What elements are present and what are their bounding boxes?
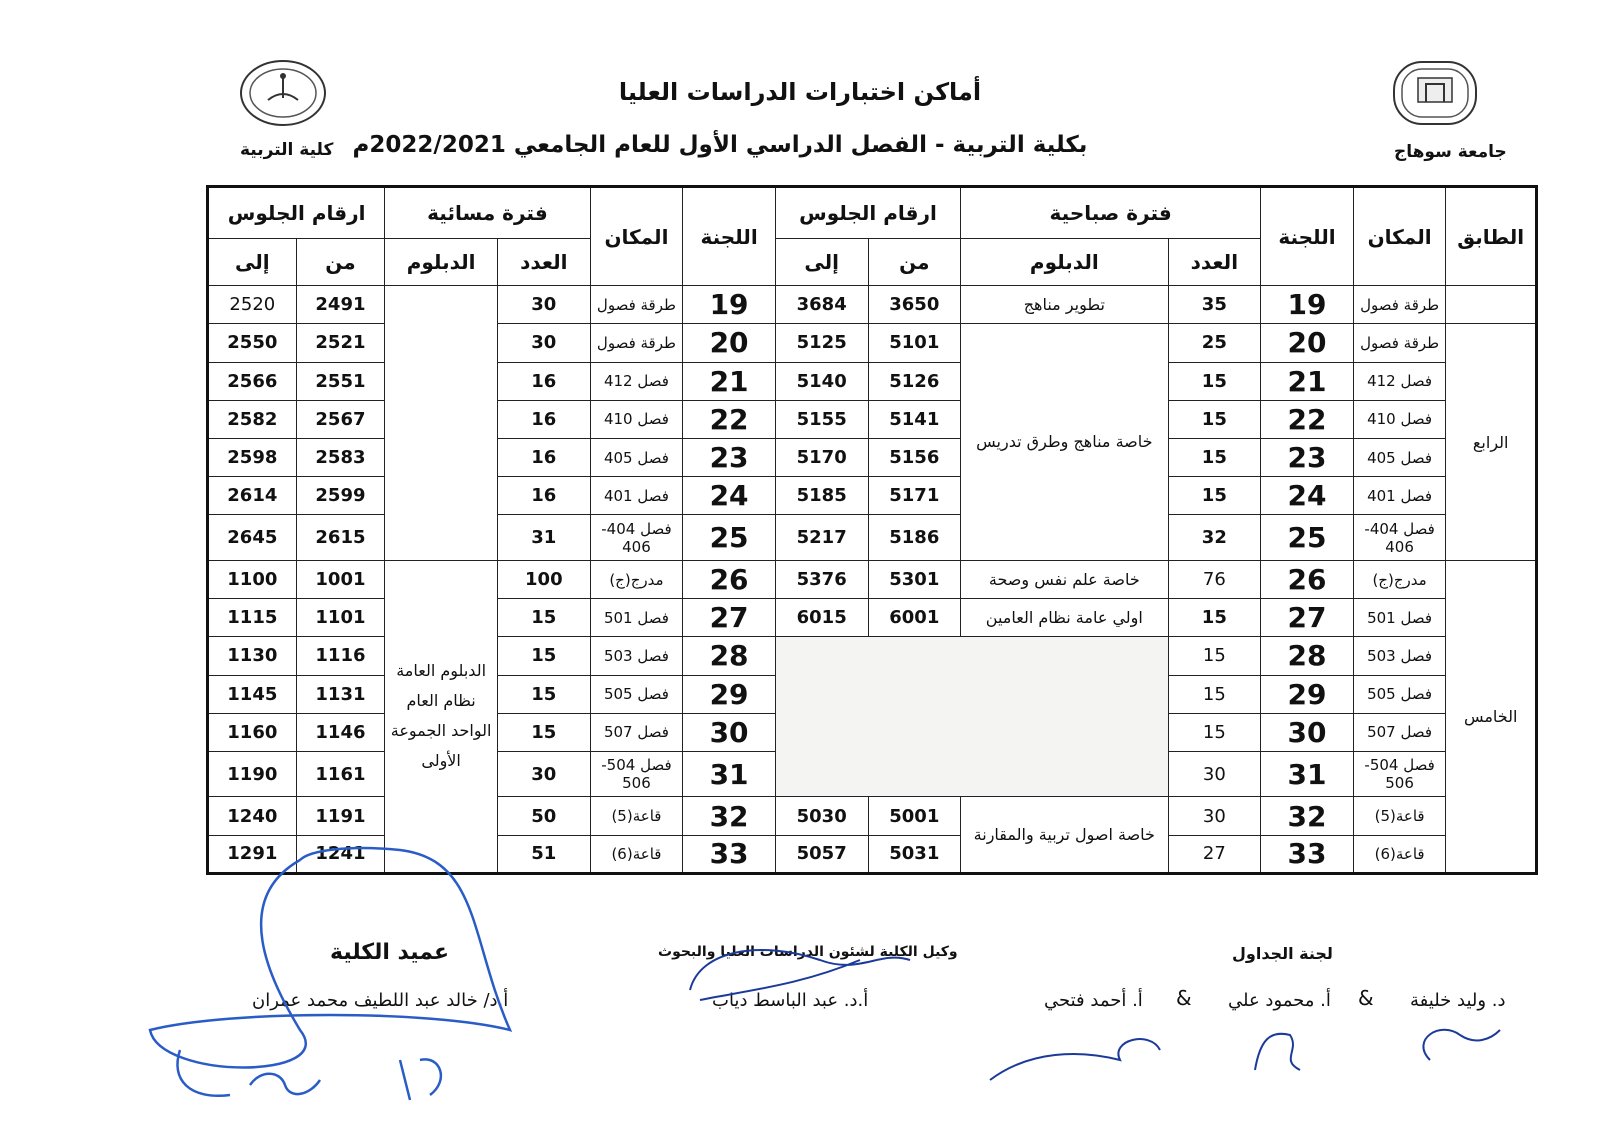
evening-committee: 29 <box>683 675 776 713</box>
morning-place: طرقة فصول <box>1353 286 1446 324</box>
morning-diploma: اولي عامة نظام العامين <box>961 599 1168 637</box>
morning-place: فصل 412 <box>1353 362 1446 400</box>
morning-count: 15 <box>1168 400 1261 438</box>
faculty-caption: كلية التربية <box>240 140 334 160</box>
header-morning-to: إلى <box>775 238 868 286</box>
evening-diploma: الدبلوم العامة نظام العام الواحد الجموعة الأولى <box>385 560 498 873</box>
evening-committee: 22 <box>683 400 776 438</box>
evening-place: فصل 410 <box>590 400 683 438</box>
evening-from: 1146 <box>296 713 385 751</box>
morning-committee: 33 <box>1261 835 1354 873</box>
evening-from: 1001 <box>296 560 385 598</box>
morning-from: 5001 <box>868 797 961 835</box>
header-morning-seats: ارقام الجلوس <box>775 187 960 239</box>
header-morning-count: العدد <box>1168 238 1261 286</box>
header-evening-period: فترة مسائية <box>385 187 590 239</box>
header-morning-committee: اللجنة <box>1261 187 1354 286</box>
evening-to: 1160 <box>208 713 297 751</box>
header-floor: الطابق <box>1446 187 1537 286</box>
evening-from: 2599 <box>296 477 385 515</box>
morning-to: 5155 <box>775 400 868 438</box>
evening-place: فصل 404- 406 <box>590 515 683 560</box>
university-caption: جامعة سوهاج <box>1394 142 1507 162</box>
evening-place: طرقة فصول <box>590 324 683 362</box>
committee-member-2: أ. محمود علي <box>1228 990 1331 1011</box>
evening-count: 16 <box>498 477 591 515</box>
evening-committee: 27 <box>683 599 776 637</box>
evening-to: 2645 <box>208 515 297 560</box>
evening-place: فصل 405 <box>590 439 683 477</box>
morning-to: 5057 <box>775 835 868 873</box>
ampersand-1: & <box>1358 986 1374 1010</box>
morning-to: 5217 <box>775 515 868 560</box>
evening-from: 1191 <box>296 797 385 835</box>
morning-from: 6001 <box>868 599 961 637</box>
evening-place: مدرج(ج) <box>590 560 683 598</box>
morning-diploma: خاصة مناهج وطرق تدريس <box>961 324 1168 561</box>
dean-title: عميد الكلية <box>330 940 450 965</box>
morning-place: مدرج(ج) <box>1353 560 1446 598</box>
evening-count: 50 <box>498 797 591 835</box>
evening-from: 2551 <box>296 362 385 400</box>
ampersand-2: & <box>1176 986 1192 1010</box>
evening-place: فصل 501 <box>590 599 683 637</box>
header-evening-committee: اللجنة <box>683 187 776 286</box>
morning-count: 15 <box>1168 477 1261 515</box>
morning-to: 6015 <box>775 599 868 637</box>
evening-committee: 26 <box>683 560 776 598</box>
morning-count: 30 <box>1168 797 1261 835</box>
morning-to: 5140 <box>775 362 868 400</box>
evening-place: طرقة فصول <box>590 286 683 324</box>
morning-count: 15 <box>1168 439 1261 477</box>
morning-count: 15 <box>1168 713 1261 751</box>
evening-count: 15 <box>498 599 591 637</box>
evening-from: 2521 <box>296 324 385 362</box>
morning-count: 35 <box>1168 286 1261 324</box>
morning-committee: 28 <box>1261 637 1354 675</box>
morning-count: 15 <box>1168 362 1261 400</box>
morning-place: فصل 501 <box>1353 599 1446 637</box>
evening-to: 2614 <box>208 477 297 515</box>
evening-from: 2615 <box>296 515 385 560</box>
evening-count: 30 <box>498 752 591 797</box>
evening-place: فصل 505 <box>590 675 683 713</box>
evening-committee: 23 <box>683 439 776 477</box>
dean-name: أ.د/ خالد عبد اللطيف محمد عمران <box>252 990 509 1011</box>
evening-count: 16 <box>498 362 591 400</box>
evening-count: 31 <box>498 515 591 560</box>
evening-count: 30 <box>498 286 591 324</box>
header-evening-count: العدد <box>498 238 591 286</box>
evening-to: 1190 <box>208 752 297 797</box>
committee-title: لجنة الجداول <box>1232 944 1333 963</box>
morning-from: 5126 <box>868 362 961 400</box>
header-evening-diploma: الدبلوم <box>385 238 498 286</box>
evening-to: 2566 <box>208 362 297 400</box>
morning-from: 3650 <box>868 286 961 324</box>
morning-count: 32 <box>1168 515 1261 560</box>
evening-committee: 28 <box>683 637 776 675</box>
evening-to: 2550 <box>208 324 297 362</box>
morning-count: 76 <box>1168 560 1261 598</box>
morning-to: 3684 <box>775 286 868 324</box>
morning-count: 15 <box>1168 599 1261 637</box>
morning-committee: 21 <box>1261 362 1354 400</box>
evening-to: 1145 <box>208 675 297 713</box>
page-subtitle: بكلية التربية - الفصل الدراسي الأول للعام الجامعي 2022/2021م <box>352 132 1088 158</box>
evening-from: 1161 <box>296 752 385 797</box>
floor-fourth: الرابع <box>1446 324 1537 561</box>
morning-committee: 24 <box>1261 477 1354 515</box>
morning-committee: 32 <box>1261 797 1354 835</box>
evening-to: 1115 <box>208 599 297 637</box>
morning-committee: 25 <box>1261 515 1354 560</box>
morning-from: 5031 <box>868 835 961 873</box>
morning-committee: 30 <box>1261 713 1354 751</box>
morning-place: فصل 507 <box>1353 713 1446 751</box>
evening-to: 2520 <box>208 286 297 324</box>
morning-place: فصل 401 <box>1353 477 1446 515</box>
evening-count: 15 <box>498 637 591 675</box>
evening-count: 30 <box>498 324 591 362</box>
evening-place: قاعة(5) <box>590 797 683 835</box>
morning-to: 5170 <box>775 439 868 477</box>
morning-to: 5125 <box>775 324 868 362</box>
header-morning-period: فترة صباحية <box>961 187 1261 239</box>
morning-committee: 22 <box>1261 400 1354 438</box>
header-morning-from: من <box>868 238 961 286</box>
morning-from: 5171 <box>868 477 961 515</box>
evening-from: 2583 <box>296 439 385 477</box>
evening-count: 100 <box>498 560 591 598</box>
morning-place: فصل 410 <box>1353 400 1446 438</box>
evening-from: 1241 <box>296 835 385 873</box>
evening-committee: 24 <box>683 477 776 515</box>
floor-fifth: الخامس <box>1446 560 1537 873</box>
morning-to: 5185 <box>775 477 868 515</box>
evening-committee: 32 <box>683 797 776 835</box>
morning-diploma: خاصة اصول تربية والمقارنة <box>961 797 1168 874</box>
evening-count: 16 <box>498 439 591 477</box>
evening-to: 1130 <box>208 637 297 675</box>
evening-count: 15 <box>498 675 591 713</box>
morning-committee: 31 <box>1261 752 1354 797</box>
morning-from: 5101 <box>868 324 961 362</box>
morning-to: 5030 <box>775 797 868 835</box>
evening-to: 1100 <box>208 560 297 598</box>
morning-diploma: تطوير مناهج <box>961 286 1168 324</box>
evening-committee: 25 <box>683 515 776 560</box>
evening-committee: 21 <box>683 362 776 400</box>
morning-count: 25 <box>1168 324 1261 362</box>
morning-committee: 26 <box>1261 560 1354 598</box>
evening-committee: 30 <box>683 713 776 751</box>
morning-committee: 20 <box>1261 324 1354 362</box>
evening-committee: 20 <box>683 324 776 362</box>
vice-dean-name: أ.د. عبد الباسط دياب <box>712 990 869 1011</box>
morning-place: فصل 405 <box>1353 439 1446 477</box>
evening-from: 1116 <box>296 637 385 675</box>
evening-place: فصل 503 <box>590 637 683 675</box>
evening-count: 51 <box>498 835 591 873</box>
morning-committee: 27 <box>1261 599 1354 637</box>
evening-to: 2598 <box>208 439 297 477</box>
morning-committee: 29 <box>1261 675 1354 713</box>
morning-from: 5156 <box>868 439 961 477</box>
morning-place: فصل 503 <box>1353 637 1446 675</box>
evening-to: 1291 <box>208 835 297 873</box>
morning-committee: 19 <box>1261 286 1354 324</box>
morning-place: طرقة فصول <box>1353 324 1446 362</box>
evening-from: 1101 <box>296 599 385 637</box>
page-title: أماكن اختبارات الدراسات العليا <box>618 78 982 106</box>
header-morning-diploma: الدبلوم <box>961 238 1168 286</box>
morning-from: 5186 <box>868 515 961 560</box>
evening-count: 16 <box>498 400 591 438</box>
committee-member-3: أ. أحمد فتحي <box>1044 990 1143 1011</box>
morning-from: 5301 <box>868 560 961 598</box>
evening-place: فصل 401 <box>590 477 683 515</box>
morning-place: فصل 505 <box>1353 675 1446 713</box>
morning-place: فصل 404- 406 <box>1353 515 1446 560</box>
morning-committee: 23 <box>1261 439 1354 477</box>
committee-member-1: د. وليد خليفة <box>1410 990 1506 1011</box>
morning-count: 15 <box>1168 637 1261 675</box>
header-morning-place: المكان <box>1353 187 1446 286</box>
evening-place: قاعة(6) <box>590 835 683 873</box>
morning-place: قاعة(5) <box>1353 797 1446 835</box>
morning-diploma: خاصة علم نفس وصحة <box>961 560 1168 598</box>
morning-count: 30 <box>1168 752 1261 797</box>
evening-from: 2567 <box>296 400 385 438</box>
morning-place: فصل 504- 506 <box>1353 752 1446 797</box>
vice-dean-title: وكيل الكلية لشئون الدراسات العليا والبحوث <box>658 944 958 960</box>
evening-place: فصل 507 <box>590 713 683 751</box>
evening-committee: 19 <box>683 286 776 324</box>
evening-to: 1240 <box>208 797 297 835</box>
header-evening-to: إلى <box>208 238 297 286</box>
morning-count: 15 <box>1168 675 1261 713</box>
evening-committee: 31 <box>683 752 776 797</box>
header-evening-place: المكان <box>590 187 683 286</box>
morning-from: 5141 <box>868 400 961 438</box>
morning-count: 27 <box>1168 835 1261 873</box>
evening-place: فصل 412 <box>590 362 683 400</box>
evening-to: 2582 <box>208 400 297 438</box>
evening-place: فصل 504- 506 <box>590 752 683 797</box>
evening-count: 15 <box>498 713 591 751</box>
evening-committee: 33 <box>683 835 776 873</box>
morning-place: قاعة(6) <box>1353 835 1446 873</box>
morning-to: 5376 <box>775 560 868 598</box>
evening-from: 2491 <box>296 286 385 324</box>
header-evening-seats: ارقام الجلوس <box>208 187 385 239</box>
header-evening-from: من <box>296 238 385 286</box>
evening-from: 1131 <box>296 675 385 713</box>
